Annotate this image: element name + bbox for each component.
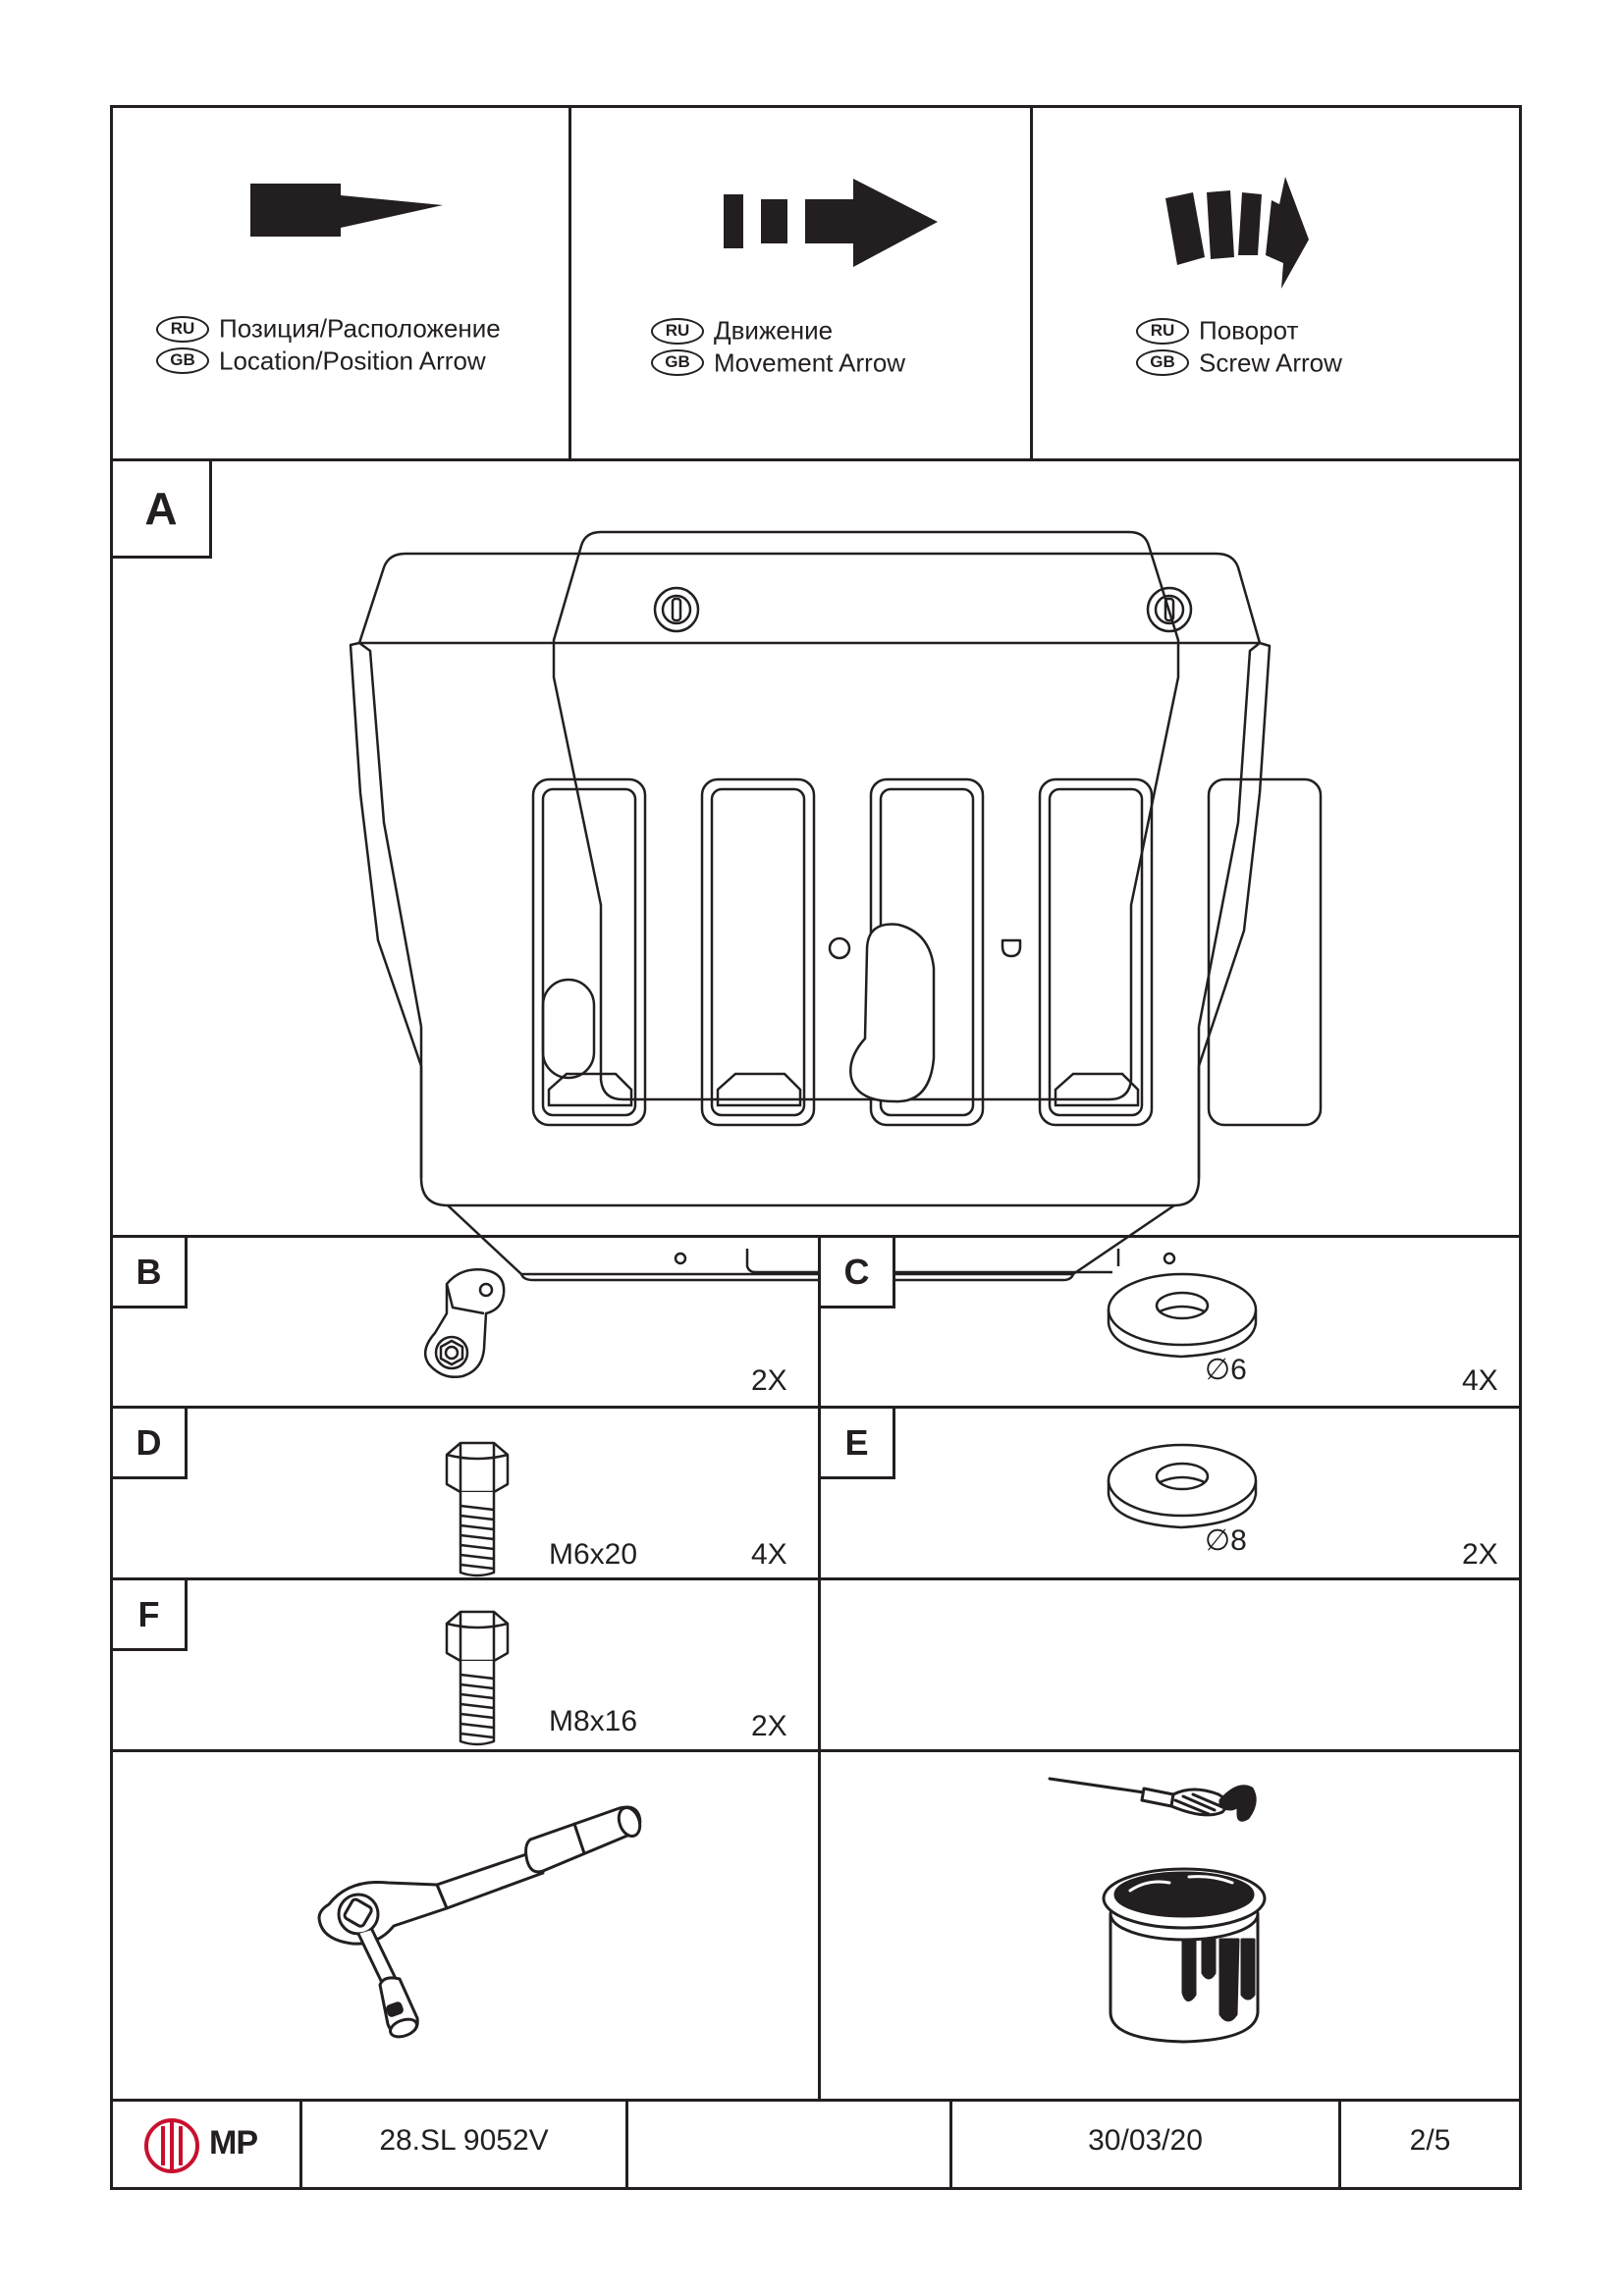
ru-badge: RU	[651, 318, 704, 345]
legend-gb-text: Screw Arrow	[1199, 347, 1342, 378]
legend-gb-text: Location/Position Arrow	[219, 346, 486, 376]
divider	[818, 1235, 821, 2099]
divider	[113, 1406, 1519, 1409]
date: 30/03/20	[1088, 2124, 1203, 2157]
gb-badge: GB	[156, 347, 209, 374]
part-number: 28.SL 9052V	[379, 2124, 549, 2157]
quantity-f: 2X	[751, 1710, 787, 1742]
vent-slot	[850, 779, 983, 1125]
movement-arrow-icon	[724, 173, 949, 281]
size-c: ∅6	[1205, 1354, 1247, 1386]
divider	[568, 108, 571, 461]
legend-movement	[651, 314, 905, 378]
legend-gb-text: Movement Arrow	[714, 347, 906, 378]
part-letter-c: C	[821, 1238, 895, 1308]
divider	[113, 1577, 1519, 1580]
gb-badge: GB	[651, 349, 704, 376]
ru-badge: RU	[156, 316, 209, 343]
location-arrow-icon	[250, 181, 447, 243]
size-d: M6x20	[549, 1538, 638, 1571]
quantity-e: 2X	[1462, 1538, 1498, 1571]
skid-plate-detail	[315, 528, 1435, 1294]
divider	[113, 1749, 1519, 1752]
bolt-m8-icon	[439, 1604, 517, 1751]
page-number: 2/5	[1409, 2124, 1451, 2157]
vent-slot	[702, 779, 814, 1125]
divider	[625, 2099, 628, 2187]
part-letter-a: A	[113, 461, 212, 559]
divider	[113, 1235, 1519, 1238]
washer-6-icon	[1105, 1268, 1262, 1366]
divider	[113, 2099, 1519, 2102]
paint-can-brush-icon	[1046, 1767, 1380, 2052]
quantity-c: 4X	[1462, 1364, 1498, 1397]
legend-screw	[1136, 314, 1342, 378]
quantity-b: 2X	[751, 1364, 787, 1397]
vent-slot	[1040, 779, 1152, 1125]
size-e: ∅8	[1205, 1524, 1247, 1557]
logo-emblem-icon	[142, 2116, 201, 2175]
ru-badge: RU	[1136, 318, 1189, 345]
logo-text: MP	[209, 2124, 257, 2162]
legend-location	[156, 312, 501, 376]
gb-badge: GB	[1136, 349, 1189, 376]
instruction-sheet	[110, 105, 1522, 2190]
vent-slot	[1209, 779, 1321, 1125]
part-letter-e: E	[821, 1409, 895, 1479]
size-f: M8x16	[549, 1705, 638, 1737]
part-letter-f: F	[113, 1580, 188, 1651]
bolt-m6-icon	[439, 1435, 517, 1582]
divider	[113, 458, 1519, 461]
washer-8-icon	[1105, 1439, 1262, 1537]
quantity-d: 4X	[751, 1538, 787, 1571]
legend-ru-text: Поворот	[1199, 315, 1299, 346]
part-letter-d: D	[113, 1409, 188, 1479]
ratchet-wrench-icon	[290, 1796, 663, 2052]
vent-slot	[533, 779, 645, 1125]
legend-ru-text: Позиция/Расположение	[219, 313, 501, 344]
brand-logo	[142, 2116, 290, 2175]
legend-ru-text: Движение	[714, 315, 834, 346]
clip-nut-icon	[407, 1255, 545, 1392]
part-letter-b: B	[113, 1238, 188, 1308]
screw-arrow-icon	[1164, 177, 1360, 294]
divider	[1030, 108, 1033, 461]
